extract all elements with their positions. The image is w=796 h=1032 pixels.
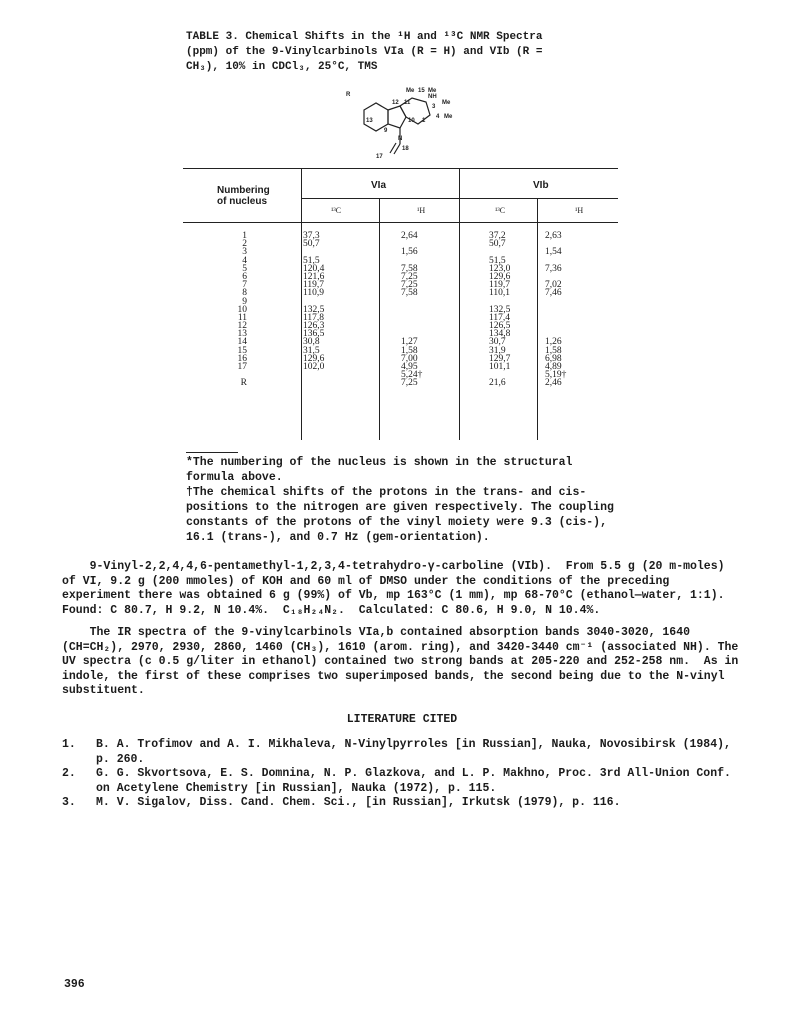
table-cell: 15 <box>237 345 247 356</box>
struct-label: 12 <box>392 100 399 106</box>
table-cell: 9 <box>242 296 247 307</box>
header-numbering: Numbering of nucleus <box>217 185 270 207</box>
table-cell <box>545 306 585 314</box>
table-cell: 126,5 <box>489 321 511 332</box>
table-rule-col <box>379 198 380 440</box>
table-cell: 1,26 <box>545 337 562 348</box>
table-cell: 132,5 <box>303 304 325 315</box>
reference-number: 3. <box>62 796 76 809</box>
struct-label: Me <box>428 88 437 94</box>
struct-label: Me <box>406 88 415 94</box>
table-cell: 2 <box>242 239 247 250</box>
table-cell: 37,2 <box>489 231 506 241</box>
table-cell <box>545 388 585 396</box>
table-cell: 6,98 <box>545 353 562 364</box>
table-cell: 5 <box>242 263 247 274</box>
table-cell <box>401 306 441 314</box>
table-cell: 30,7 <box>489 337 506 348</box>
paragraph-text: The IR spectra of the 9-vinylcarbinols VIa,b contained absorption bands 3040-3020, 1640 (CH=CH₂), 2970, 2930, 2860, 1460 (CH₃), 1610 (arom. ring), and 3420-3440 cm⁻¹ (associated NH). The UV spectra (c 0.5 g/liter in ethanol) contained two strong bands at 205-220 and 252-258 nm. As in indole, the first of these comprises two superimposed bands, the second being due to the N-vinyl substituent. <box>62 626 746 697</box>
table-cell: 14 <box>237 337 247 348</box>
table-rule-col <box>301 168 302 440</box>
footnote-line: positions to the nitrogen are given respectively. The coupling <box>186 501 614 514</box>
table-cell: 1,54 <box>545 247 562 258</box>
table-footnotes <box>186 455 631 545</box>
table-cell: 4,95 <box>401 362 418 372</box>
table-cell: 31,5 <box>303 345 320 356</box>
table-cell: R <box>240 378 247 389</box>
sub-13c-vib: ¹³C <box>495 206 506 215</box>
table-cell: 7,02 <box>545 280 562 291</box>
table-cell: 136,5 <box>303 329 325 340</box>
table-cell: 50,7 <box>303 239 320 250</box>
column-via-1h <box>401 232 441 396</box>
table-cell <box>303 379 343 387</box>
column-vib-13c <box>489 232 529 396</box>
table-cell: 4,89 <box>545 362 562 372</box>
carboline-structure-drawing <box>336 82 486 162</box>
struct-label: 1 <box>422 118 426 124</box>
table-cell: 129,6 <box>303 353 325 364</box>
table-cell: 7,25 <box>401 378 418 389</box>
table-cell: 51,5 <box>303 255 320 266</box>
table-cell: 102,0 <box>303 362 325 372</box>
table-cell: 6 <box>242 271 247 282</box>
footnote-line: *The numbering of the nucleus is shown in the structural <box>186 456 573 469</box>
table-cell: 10 <box>237 304 247 315</box>
table-cell: 117,4 <box>489 312 511 323</box>
footnote-line: formula above. <box>186 471 283 484</box>
reference-number: 1. <box>62 738 76 751</box>
table-cell: 1,58 <box>401 345 418 356</box>
table-cell: 1,58 <box>545 345 562 356</box>
table-cell <box>545 314 585 322</box>
table-cell: 7,25 <box>401 280 418 291</box>
reference-text: B. A. Trofimov and A. I. Mikhaleva, N-Vinylpyrroles [in Russian], Nauka, Novosibirsk (1984), p. 260. <box>96 738 731 766</box>
column-numbering <box>223 232 247 396</box>
table-rule-col <box>459 168 460 440</box>
table-cell: 13 <box>237 329 247 340</box>
reference-text: M. V. Sigalov, Diss. Cand. Chem. Sci., [in Russian], Irkutsk (1979), p. 116. <box>96 796 621 809</box>
table-cell: 17 <box>237 362 247 372</box>
table-cell: 1 <box>242 231 247 241</box>
table-cell: 11 <box>237 312 247 323</box>
table-cell: 8 <box>242 288 247 299</box>
struct-label: Me <box>444 114 453 120</box>
struct-label: 18 <box>402 146 409 152</box>
footnote-line: constants of the protons of the vinyl moiety were 9.3 (cis-), <box>186 516 607 529</box>
table-cell <box>401 322 441 330</box>
struct-label: 3 <box>432 104 436 110</box>
table-cell: 12 <box>237 321 247 332</box>
table-rule-top <box>183 168 618 169</box>
nmr-table <box>183 168 618 440</box>
table-cell <box>303 388 343 396</box>
struct-label: 10 <box>408 118 415 124</box>
table-cell: 1,56 <box>401 247 418 258</box>
reference-item <box>62 796 742 811</box>
table-cell: 129,6 <box>489 271 511 282</box>
reference-item <box>62 767 742 796</box>
table-cell: 50,7 <box>489 239 506 250</box>
column-vib-1h <box>545 232 585 396</box>
sub-1h-via: ¹H <box>417 206 426 215</box>
table-cell: 2,63 <box>545 231 562 241</box>
struct-label: Me <box>442 100 451 106</box>
table-cell: 4 <box>242 255 247 266</box>
table-cell <box>401 298 441 306</box>
table-cell: 121,6 <box>303 271 325 282</box>
struct-label: 15 <box>418 88 425 94</box>
paragraph-synthesis <box>62 560 742 618</box>
sub-13c-via: ¹³C <box>331 206 342 215</box>
table-cell: 129,7 <box>489 353 511 364</box>
table-cell: 7,46 <box>545 288 562 299</box>
table-cell: 16 <box>237 353 247 364</box>
reference-item <box>62 738 742 767</box>
struct-label: 11 <box>404 100 411 106</box>
table-cell: 2,64 <box>401 231 418 241</box>
page-number: 396 <box>64 978 85 991</box>
table-cell <box>303 371 343 379</box>
table-cell: 134,8 <box>489 329 511 340</box>
reference-number: 2. <box>62 767 76 780</box>
table-cell: 117,8 <box>303 312 325 323</box>
table-cell <box>545 298 585 306</box>
footnote-rule <box>186 452 238 453</box>
table-cell: 101,1 <box>489 362 511 372</box>
table-cell: 7,58 <box>401 288 418 299</box>
table-cell: 30,8 <box>303 337 320 348</box>
paragraph-spectra <box>62 626 746 699</box>
table-cell: 132,5 <box>489 304 511 315</box>
struct-label: 9 <box>384 128 388 134</box>
table-cell <box>223 388 247 396</box>
table-cell: 7,36 <box>545 263 562 274</box>
table-cell: 7,25 <box>401 271 418 282</box>
table-cell: 1,27 <box>401 337 418 348</box>
table-cell: 119,7 <box>303 280 325 291</box>
header-via: VIa <box>371 180 387 191</box>
table-cell: 110,1 <box>489 288 511 299</box>
table-cell: 120,4 <box>303 263 325 274</box>
reference-text: G. G. Skvortsova, E. S. Domnina, N. P. Glazkova, and L. P. Makhno, Proc. 3rd All-Union Conf. on Acetylene Chemistry [in Russian], Nauka (1972), p. 115. <box>96 767 731 795</box>
sub-1h-vib: ¹H <box>575 206 584 215</box>
footnote-line: †The chemical shifts of the protons in the trans- and cis- <box>186 486 587 499</box>
table-cell: 123,0 <box>489 263 511 274</box>
table-cell: 37,3 <box>303 231 320 241</box>
table-rule-header <box>183 222 618 223</box>
footnote-line: 16.1 (trans-), and 0.7 Hz (gem-orientation). <box>186 531 490 544</box>
table-cell: 7 <box>242 280 247 291</box>
table-cell: 2,46 <box>545 378 562 389</box>
struct-label: 13 <box>366 118 373 124</box>
references-list <box>62 738 742 811</box>
table-cell: 5,19† <box>545 370 567 381</box>
table-cell <box>489 388 529 396</box>
table-cell: 110,9 <box>303 288 325 299</box>
structural-formula <box>336 82 486 162</box>
struct-label: 4 <box>436 114 440 120</box>
table-cell <box>401 314 441 322</box>
table-cell: 5,24† <box>401 370 423 381</box>
table-cell: 31,9 <box>489 345 506 356</box>
table-cell: 7,58 <box>401 263 418 274</box>
table-rule-col <box>537 198 538 440</box>
paragraph-text: 9-Vinyl-2,2,4,4,6-pentamethyl-1,2,3,4-tetrahydro-γ-carboline (VIb). From 5.5 g (20 m-moles) of VI, 9.2 g (200 mmoles) of KOH and 60 ml of DMSO under the conditions of the preceding experiment there was obtained 6 g (99%) of Vb, mp 163°C (1 mm), mp 68-70°C (ethanol—water, 1:1). Found: C 80.7, H 9.2, N 10.4%. C₁₈H₂₄N₂. Calculated: C 80.6, H 9.0, N 10.4%. <box>62 560 739 617</box>
table-caption: TABLE 3. Chemical Shifts in the ¹H and ¹³C NMR Spectra (ppm) of the 9-Vinylcarbinols VIa (R = H) and VIb (R = CH₃), 10% in CDCl₃, 25°C, TMS <box>186 31 543 73</box>
struct-label: R <box>346 92 351 98</box>
table-cell: 21,6 <box>489 378 506 389</box>
literature-title: LITERATURE CITED <box>346 713 458 726</box>
column-via-13c <box>303 232 343 396</box>
struct-label: NH <box>428 94 437 100</box>
struct-label: 17 <box>376 154 383 160</box>
table-cell: 3 <box>242 247 247 258</box>
table-cell <box>545 322 585 330</box>
table-cell: 126,3 <box>303 321 325 332</box>
struct-label: N <box>398 136 403 142</box>
table-cell: 7,00 <box>401 353 418 364</box>
header-vib: VIb <box>533 180 549 191</box>
table-cell: 51,5 <box>489 255 506 266</box>
table-cell <box>401 388 441 396</box>
table-cell: 119,7 <box>489 280 511 291</box>
